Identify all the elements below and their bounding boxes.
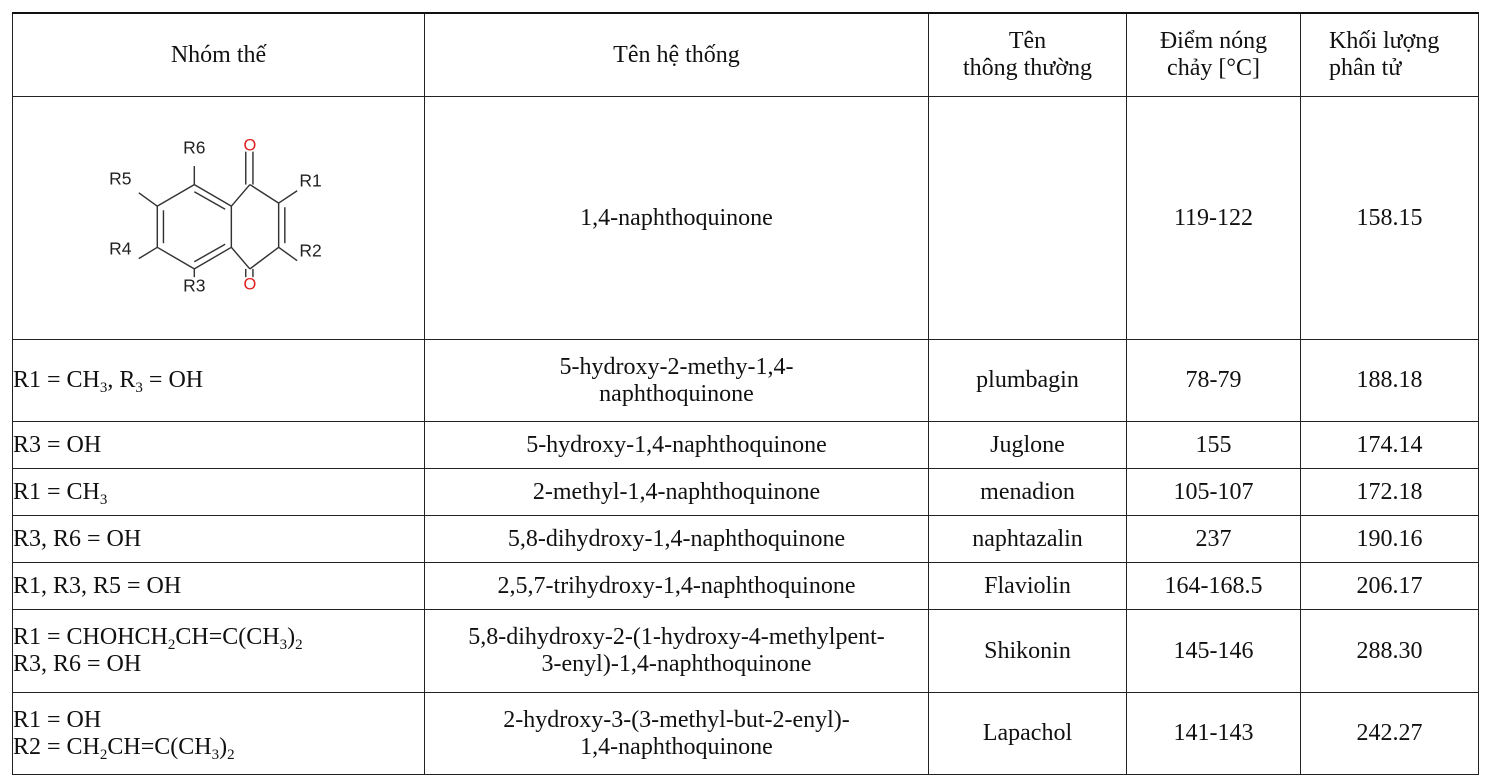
molecular-weight-cell: 288.30 (1301, 610, 1479, 693)
systematic-name-cell: 2,5,7-trihydroxy-1,4-naphthoquinone (425, 563, 929, 610)
substituent-cell: R1 = OH $R2 = CH_2CH=C(CH_3)_2$ (13, 693, 425, 775)
r2-label: R2 (298, 240, 322, 261)
molecular-weight-cell: 190.16 (1301, 516, 1479, 563)
header-common-name: Tên thông thường (929, 13, 1127, 97)
systematic-name-cell: 5,8-dihydroxy-2-(1-hydroxy-4-methylpent- 3-enyl)-1,4-naphthoquinone (425, 610, 929, 693)
common-name-cell (929, 97, 1127, 340)
common-name-cell: plumbagin (929, 340, 1127, 422)
systematic-name-cell: 2-methyl-1,4-naphthoquinone (425, 469, 929, 516)
common-name-cell: Juglone (929, 422, 1127, 469)
substituent-cell: $R1 = CHOHCH_2CH=C(CH_3)_2$ R3, R6 = OH (13, 610, 425, 693)
header-systematic-name: Tên hệ thống (425, 13, 929, 97)
header-row (13, 13, 1479, 97)
melting-point-cell: 237 (1127, 516, 1301, 563)
table-row (13, 610, 1479, 693)
systematic-name-cell: 5,8-dihydroxy-1,4-naphthoquinone (425, 516, 929, 563)
table-row-structure (13, 97, 1479, 340)
melting-point-cell: 141-143 (1127, 693, 1301, 775)
substituent-cell: $R1 = CH_3$, $R_3$ = OH (13, 340, 425, 422)
substituent-cell: R3, R6 = OH (13, 516, 425, 563)
melting-point-cell: 119-122 (1127, 97, 1301, 340)
substituent-cell: R3 = OH (13, 422, 425, 469)
systematic-name-cell: 1,4-naphthoquinone (425, 97, 929, 340)
common-name-cell: Lapachol (929, 693, 1127, 775)
table-row (13, 340, 1479, 422)
header-substituent: Nhóm thế (13, 13, 425, 97)
systematic-name-cell: 2-hydroxy-3-(3-methyl-but-2-enyl)- 1,4-naphthoquinone (425, 693, 929, 775)
common-name-cell: Shikonin (929, 610, 1127, 693)
header-melting-point: Điểm nóng chảy [°C] (1127, 13, 1301, 97)
r1-label: R1 (298, 170, 322, 191)
molecular-weight-cell: 188.18 (1301, 340, 1479, 422)
r6-label: R6 (182, 137, 205, 158)
molecular-weight-cell: 174.14 (1301, 422, 1479, 469)
melting-point-cell: 155 (1127, 422, 1301, 469)
naphthoquinone-structure-image (89, 128, 349, 308)
molecular-weight-cell: 158.15 (1301, 97, 1479, 340)
structure-cell (13, 97, 425, 340)
melting-point-cell: 145-146 (1127, 610, 1301, 693)
table-row (13, 563, 1479, 610)
melting-point-cell: 164-168.5 (1127, 563, 1301, 610)
molecular-weight-cell: 172.18 (1301, 469, 1479, 516)
table-row (13, 693, 1479, 775)
systematic-name-cell: 5-hydroxy-1,4-naphthoquinone (425, 422, 929, 469)
molecular-weight-cell: 242.27 (1301, 693, 1479, 775)
header-molecular-weight: Khối lượng phân tử (1301, 13, 1479, 97)
substituent-cell: $R1 = CH_3$ (13, 469, 425, 516)
melting-point-cell: 78-79 (1127, 340, 1301, 422)
table-row (13, 469, 1479, 516)
naphthoquinone-table (12, 12, 1479, 775)
systematic-name-cell: 5-hydroxy-2-methy-1,4- naphthoquinone (425, 340, 929, 422)
common-name-cell: menadion (929, 469, 1127, 516)
r4-label: R4 (108, 238, 131, 259)
common-name-cell: Flaviolin (929, 563, 1127, 610)
oxygen-label-bottom: O (242, 275, 256, 294)
molecular-weight-cell: 206.17 (1301, 563, 1479, 610)
table-row (13, 516, 1479, 563)
common-name-cell: naphtazalin (929, 516, 1127, 563)
r3-label: R3 (182, 275, 205, 296)
oxygen-label-top: O (242, 136, 256, 155)
substituent-cell: R1, R3, R5 = OH (13, 563, 425, 610)
structure-bonds (138, 152, 296, 277)
r5-label: R5 (108, 168, 131, 189)
table-row (13, 422, 1479, 469)
melting-point-cell: 105-107 (1127, 469, 1301, 516)
